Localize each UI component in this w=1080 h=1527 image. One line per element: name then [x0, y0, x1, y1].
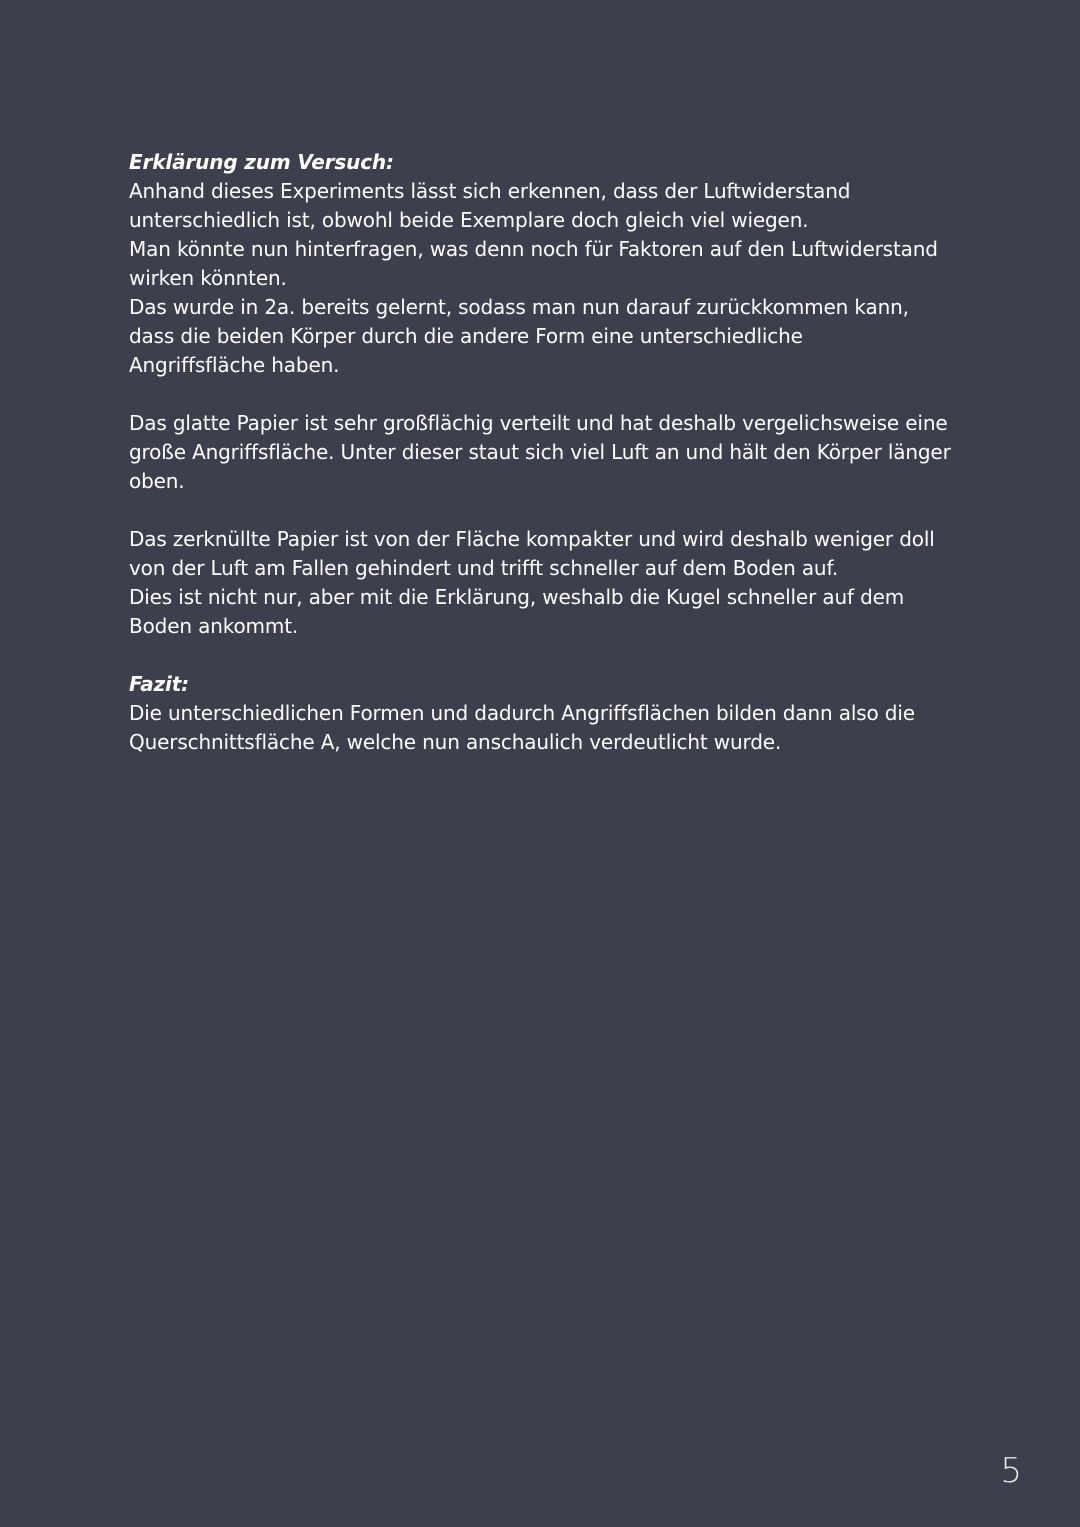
paragraph-gap	[129, 641, 959, 670]
text-line: Das glatte Papier ist sehr großflächig verteilt und hat deshalb vergelichsweise eine	[129, 411, 948, 435]
paragraph-gap	[129, 380, 959, 409]
text-line: wirken könnten.	[129, 266, 287, 290]
section-heading-explanation: Erklärung zum Versuch:	[129, 150, 394, 174]
text-line: dass die beiden Körper durch die andere Form eine unterschiedliche	[129, 324, 803, 348]
text-line: Die unterschiedlichen Formen und dadurch Angriffsflächen bilden dann also die	[129, 701, 915, 725]
text-line: Man könnte nun hinterfragen, was denn noch für Faktoren auf den Luftwiderstand	[129, 237, 938, 261]
text-line: Das zerknüllte Papier ist von der Fläche kompakter und wird deshalb weniger doll	[129, 527, 935, 551]
text-line: Querschnittsfläche A, welche nun anschaulich verdeutlicht wurde.	[129, 730, 782, 754]
section-heading-conclusion: Fazit:	[129, 672, 190, 696]
page-content	[129, 148, 959, 757]
text-line: von der Luft am Fallen gehindert und trifft schneller auf dem Boden auf.	[129, 556, 839, 580]
paragraph-gap	[129, 496, 959, 525]
text-line: oben.	[129, 469, 185, 493]
text-line: Angriffsfläche haben.	[129, 353, 340, 377]
text-line: Boden ankommt.	[129, 614, 299, 638]
text-line: Dies ist nicht nur, aber mit die Erklärung, weshalb die Kugel schneller auf dem	[129, 585, 905, 609]
text-line: große Angriffsfläche. Unter dieser staut sich viel Luft an und hält den Körper länger	[129, 440, 951, 464]
text-line: Das wurde in 2a. bereits gelernt, sodass man nun darauf zurückkommen kann,	[129, 295, 909, 319]
text-line: Anhand dieses Experiments lässt sich erkennen, dass der Luftwiderstand	[129, 179, 851, 203]
text-line: unterschiedlich ist, obwohl beide Exemplare doch gleich viel wiegen.	[129, 208, 809, 232]
page-number: 5	[1000, 1451, 1022, 1491]
